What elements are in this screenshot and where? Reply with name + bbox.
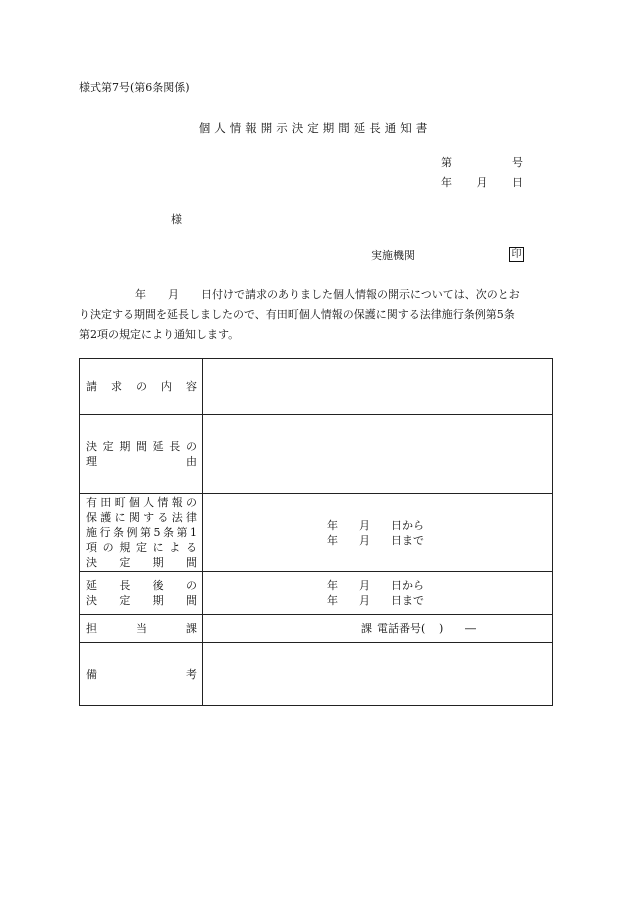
field-original-period[interactable] (203, 494, 553, 572)
original-period-label-line-1: 有 田 町 個 人 情 報 の (86, 496, 197, 509)
body-paragraph (79, 285, 555, 345)
contact-label-text: 担 当 課 (86, 622, 197, 635)
extended-to-month: 月 (359, 594, 370, 607)
label-extension-reason (80, 415, 203, 494)
reference-number (441, 157, 523, 168)
extension-reason-label-line-2: 理 由 (86, 455, 197, 468)
field-request-content[interactable] (203, 359, 553, 415)
date-year: 年 (441, 176, 452, 189)
date-month: 月 (476, 176, 488, 189)
addressee-suffix: 様 (171, 213, 182, 226)
extended-to-day: 日まで (391, 594, 424, 607)
row-extended-period (80, 572, 553, 615)
original-period-to (327, 533, 552, 548)
label-remarks (80, 643, 203, 706)
body-line-2: り決定する期間を延長しましたので、有田町個人情報の保護に関する法律施行条例第5条 (79, 308, 515, 321)
original-period-label-line-5: 決 定 期 間 (86, 556, 197, 569)
field-remarks[interactable] (203, 643, 553, 706)
remarks-label-text: 備 考 (86, 667, 197, 681)
row-request-content (80, 359, 553, 415)
contact-dash: ― (465, 622, 476, 635)
original-from-month: 月 (359, 518, 370, 532)
extended-from-year: 年 (327, 579, 338, 592)
extended-period-label-line-2: 決 定 期 間 (86, 594, 197, 607)
contact-line (361, 623, 552, 634)
row-extension-reason (80, 415, 553, 494)
original-to-day: 日まで (391, 533, 424, 547)
row-contact (80, 615, 553, 643)
request-content-label-text: 請 求 の 内 容 (86, 380, 197, 393)
issue-date (441, 177, 523, 188)
label-request-content (80, 359, 203, 415)
contact-paren-close: ) (439, 622, 444, 635)
original-period-label-line-4: 項 の 規 定 に よ る (86, 541, 197, 554)
original-period-from (327, 518, 552, 533)
extended-period-from (327, 578, 552, 593)
extended-from-day: 日から (391, 579, 424, 592)
row-remarks (80, 643, 553, 706)
contact-phone-label: 電話番号( (377, 622, 426, 635)
original-to-month: 月 (359, 533, 370, 547)
field-contact[interactable] (203, 615, 553, 643)
reference-go: 号 (512, 156, 523, 169)
field-extension-reason[interactable] (203, 415, 553, 494)
reference-dai: 第 (441, 156, 452, 169)
field-extended-period[interactable] (203, 572, 553, 615)
body-line-3: 第2項の規定により通知します。 (79, 328, 240, 341)
seal-mark: 印 (509, 247, 524, 262)
original-from-year: 年 (327, 518, 338, 532)
body-line-1: 年 月 日付けで請求のありました個人情報の開示については、次のとお (135, 288, 520, 301)
issuer-label: 実施機関 (371, 249, 415, 262)
extended-period-label-line-1: 延 長 後 の (86, 579, 197, 592)
date-day: 日 (512, 176, 523, 189)
extended-period-to (327, 593, 552, 608)
original-period-label-line-3: 施 行 条 例 第 5 条 第 1 (86, 526, 197, 539)
original-from-day: 日から (391, 518, 424, 532)
label-original-period (80, 494, 203, 572)
document-title: 個人情報開示決定期間延長通知書 (198, 121, 432, 135)
notice-table (79, 358, 553, 706)
label-contact (80, 615, 203, 643)
extended-to-year: 年 (327, 594, 338, 607)
original-to-year: 年 (327, 533, 338, 547)
form-number: 様式第7号(第6条関係) (79, 81, 190, 94)
row-original-period (80, 494, 553, 572)
original-period-label-line-2: 保 護 に 関 す る 法 律 (86, 511, 197, 524)
extension-reason-label-line-1: 決 定 期 間 延 長 の (86, 440, 197, 453)
contact-section: 課 (361, 622, 372, 635)
label-extended-period (80, 572, 203, 615)
extended-from-month: 月 (359, 579, 370, 592)
